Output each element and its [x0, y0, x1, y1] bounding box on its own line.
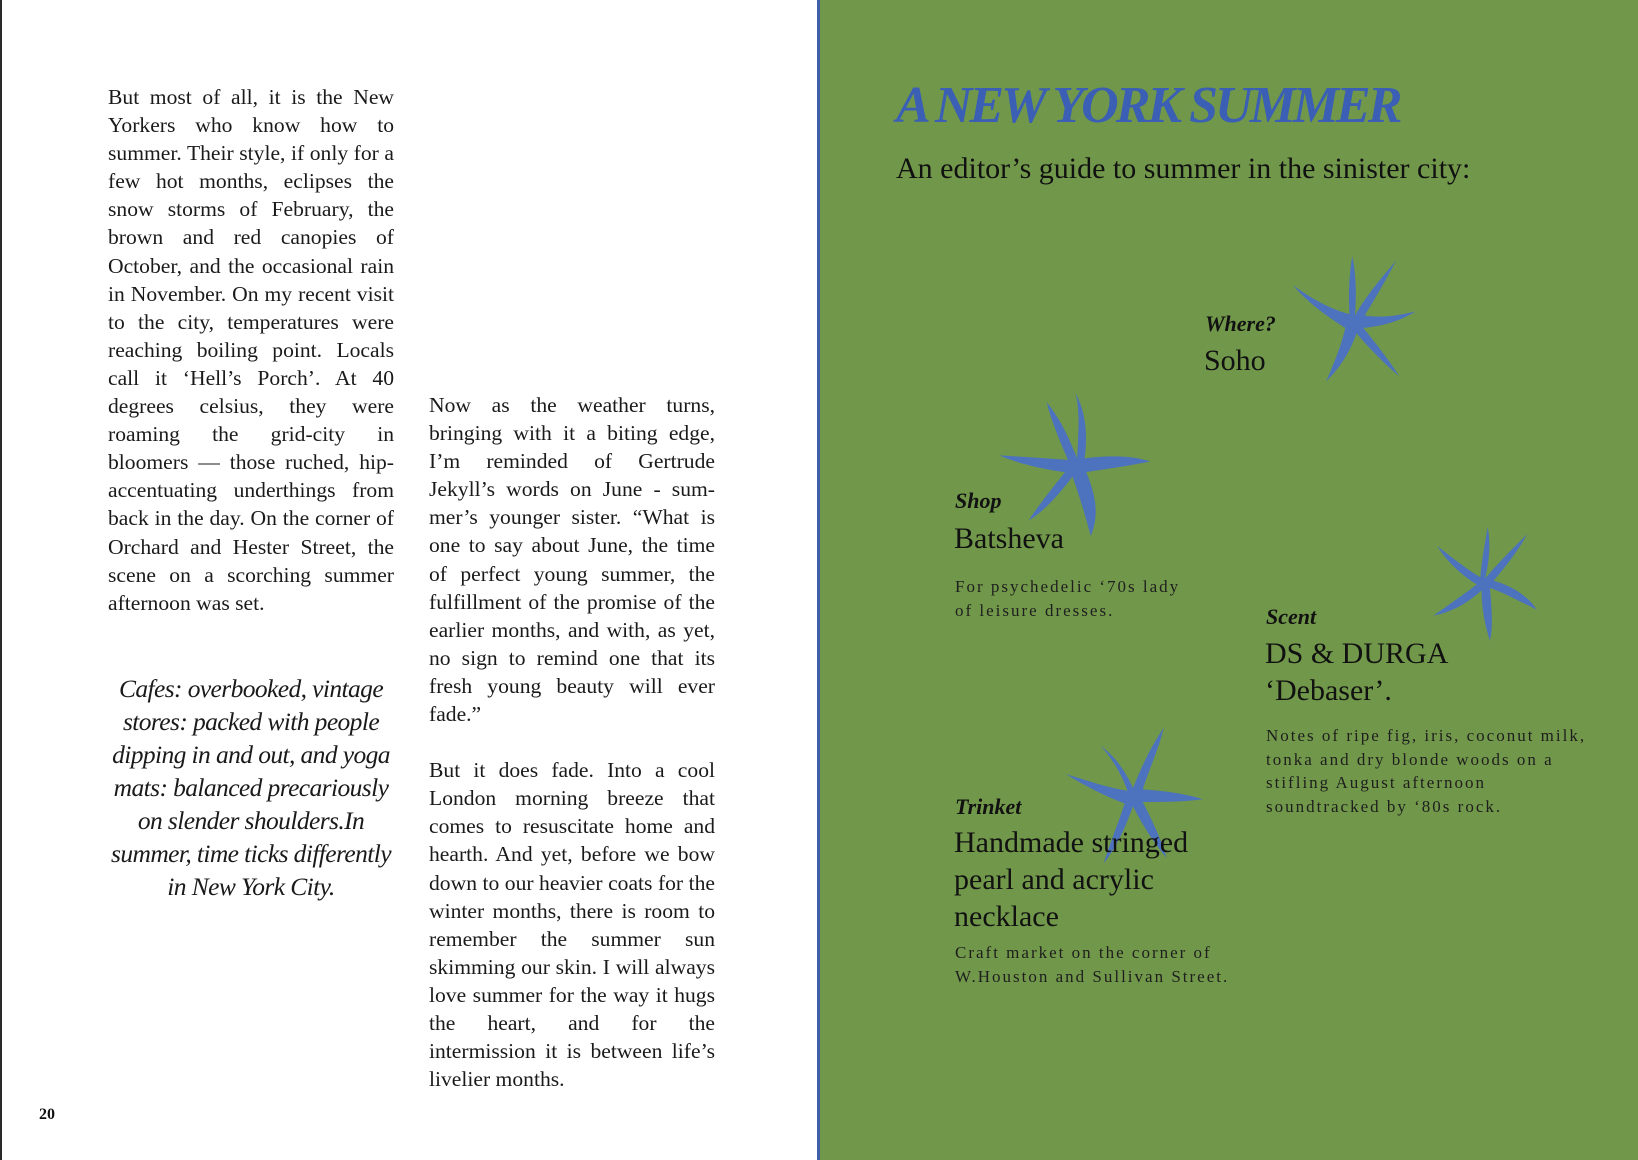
page-title: A NEW YORK SUMMER: [896, 77, 1400, 134]
paragraph: But it does fade. Into a cool London morning breeze that comes to resuscitate home and hearth. And yet, before we bow down to our heavier coats for the winter months, there is room to remember the summer sun skimming our skin. I will always love summer for the way it hugs the heart, and for the intermission it is between life’s livelier months.: [429, 758, 715, 1092]
left-page: [0, 0, 817, 1160]
starfish-icon: [1424, 522, 1544, 642]
shop-name: Batsheva: [954, 522, 1064, 555]
starfish-icon: [1286, 252, 1424, 390]
subtitle: An editor’s guide to summer in the sinister city:: [896, 152, 1471, 185]
trinket-description: Craft market on the corner of W.Houston and Sullivan Street.: [955, 943, 1230, 986]
scent-description: Notes of ripe fig, iris, coconut milk, tonka and dry blonde woods on a stifling August afternoon soundtracked by ‘80s rock.: [1266, 726, 1587, 816]
body-column-1: [108, 83, 394, 617]
scent-label: Scent: [1266, 604, 1317, 629]
body-column-2: [429, 391, 715, 1093]
where-name: Soho: [1204, 344, 1266, 377]
pull-quote: Cafes: overbooked, vintage stores: packed with people dipping in and out, and yoga mats: balanced precariously on slender shoulders.In summer, time ticks differently in New York City.: [111, 674, 391, 901]
trinket-label: Trinket: [955, 794, 1022, 819]
shop-label: Shop: [955, 488, 1002, 513]
page-number: 20: [39, 1106, 55, 1123]
scent-name: DS & DURGA ‘Debaser’.: [1265, 637, 1447, 707]
shop-description: For psychedelic ‘70s lady of leisure dresses.: [955, 577, 1181, 620]
where-label: Where?: [1205, 311, 1276, 336]
paragraph: But most of all, it is the New Yorkers who know how to summer. Their style, if only for a few hot months, eclipses the snow storms of February, the brown and red canopies of October, and the occasional rain in November. On my recent visit to the city, temperatures were reaching boiling point. Locals call it ‘Hell’s Porch’. At 40 degrees celsius, they were roaming the grid-city in bloomers — those ruched, hip-accentuating underthings from back in the day. On the corner of Orchard and Hester Street, the scene on a scorching summer afternoon was set.: [108, 85, 394, 615]
paragraph: Now as the weather turns, bringing with it a biting edge, I’m reminded of Gertrude Jekyll’s words on June - summer’s younger sister. “What is one to say about June, the time of perfect young summer, the fulfillment of the promise of the earlier months, and with, as yet, no sign to remind one that its fresh young beauty will ever fade.”: [429, 393, 715, 727]
trinket-name: Handmade stringed pearl and acrylic necklace: [954, 826, 1189, 933]
